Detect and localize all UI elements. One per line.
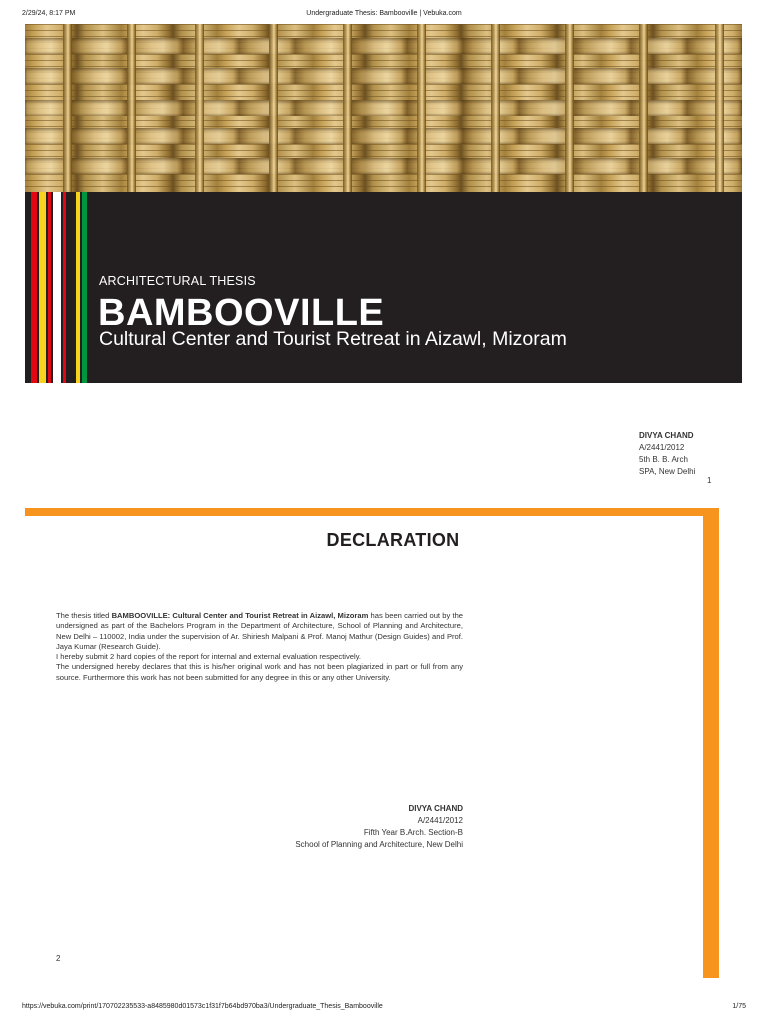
cover-title: BAMBOOVILLE xyxy=(98,292,385,334)
stripe xyxy=(48,192,51,383)
cover-kicker: ARCHITECTURAL THESIS xyxy=(99,274,256,288)
bamboo-strand xyxy=(491,24,500,192)
para1-text-end: has been carried out by the undersigned as part of the Bachelors Program in the Department of Architecture, School of Planning and Architecture, New Delhi – 110002, India under the supervision of Ar. Shiriesh Malpani & Prof. Manoj Mathur (Design Guides) and Prof. Jaya Kumar (Research Guide). xyxy=(56,611,464,651)
stripe xyxy=(63,192,66,383)
declaration-paragraph-1 xyxy=(56,611,463,652)
bamboo-strand xyxy=(715,24,724,192)
cover-page xyxy=(25,24,742,383)
print-url: https://vebuka.com/print/170702235533-a8485980d01573c1f31f7b64bd970ba3/Undergraduate_Thesis_Bambooville xyxy=(22,1003,383,1010)
page-number-1: 1 xyxy=(707,476,712,485)
stripe xyxy=(82,192,87,383)
declaration-paragraph-2: I hereby submit 2 hard copies of the report for internal and external evaluation respectively. xyxy=(56,652,362,662)
bamboo-strand xyxy=(639,24,648,192)
author-roll: A/2441/2012 xyxy=(639,443,685,452)
orange-frame-top xyxy=(25,508,719,516)
sign-year: Fifth Year B.Arch. Section-B xyxy=(363,828,463,837)
thesis-title-bold: BAMBOOVILLE: Cultural Center and Tourist Retreat in Aizawl, Mizoram xyxy=(111,611,369,620)
stripe xyxy=(31,192,37,383)
bamboo-strand xyxy=(343,24,352,192)
bamboo-strand xyxy=(269,24,278,192)
bamboo-strand xyxy=(417,24,426,192)
declaration-paragraph-3: The undersigned hereby declares that this is his/her original work and has not been plagiarized in part or full from any source. Furthermore this work has not been submitted for any degree in this or any other University. xyxy=(56,662,463,682)
bamboo-strand xyxy=(127,24,136,192)
declaration-body xyxy=(56,611,463,683)
bamboo-weave-image xyxy=(25,24,742,192)
tribal-stripes xyxy=(25,192,87,383)
para1-text-start: The thesis titled xyxy=(56,611,112,620)
bamboo-strand xyxy=(63,24,72,192)
author-school: SPA, New Delhi xyxy=(639,467,696,476)
declaration-heading: DECLARATION xyxy=(326,530,460,550)
stripe xyxy=(25,192,29,383)
sign-name: DIVYA CHAND xyxy=(408,804,463,813)
signature-block xyxy=(240,803,463,851)
sign-roll: A/2441/2012 xyxy=(417,816,463,825)
orange-frame-right xyxy=(703,508,719,978)
stripe xyxy=(53,192,61,383)
sign-school: School of Planning and Architecture, New Delhi xyxy=(295,840,463,849)
bamboo-strand xyxy=(565,24,574,192)
author-name: DIVYA CHAND xyxy=(639,431,694,440)
cover-subtitle: Cultural Center and Tourist Retreat in Aizawl, Mizoram xyxy=(99,328,567,350)
bamboo-strand xyxy=(195,24,204,192)
author-year: 5th B. B. Arch xyxy=(639,455,688,464)
stripe xyxy=(76,192,80,383)
print-page-title: Undergraduate Thesis: Bambooville | Vebuka.com xyxy=(306,10,462,17)
print-page-count: 1/75 xyxy=(732,1003,746,1010)
page-number-2: 2 xyxy=(56,954,61,963)
stripe xyxy=(39,192,46,383)
stripe xyxy=(68,192,74,383)
print-datetime: 2/29/24, 8:17 PM xyxy=(22,10,76,17)
